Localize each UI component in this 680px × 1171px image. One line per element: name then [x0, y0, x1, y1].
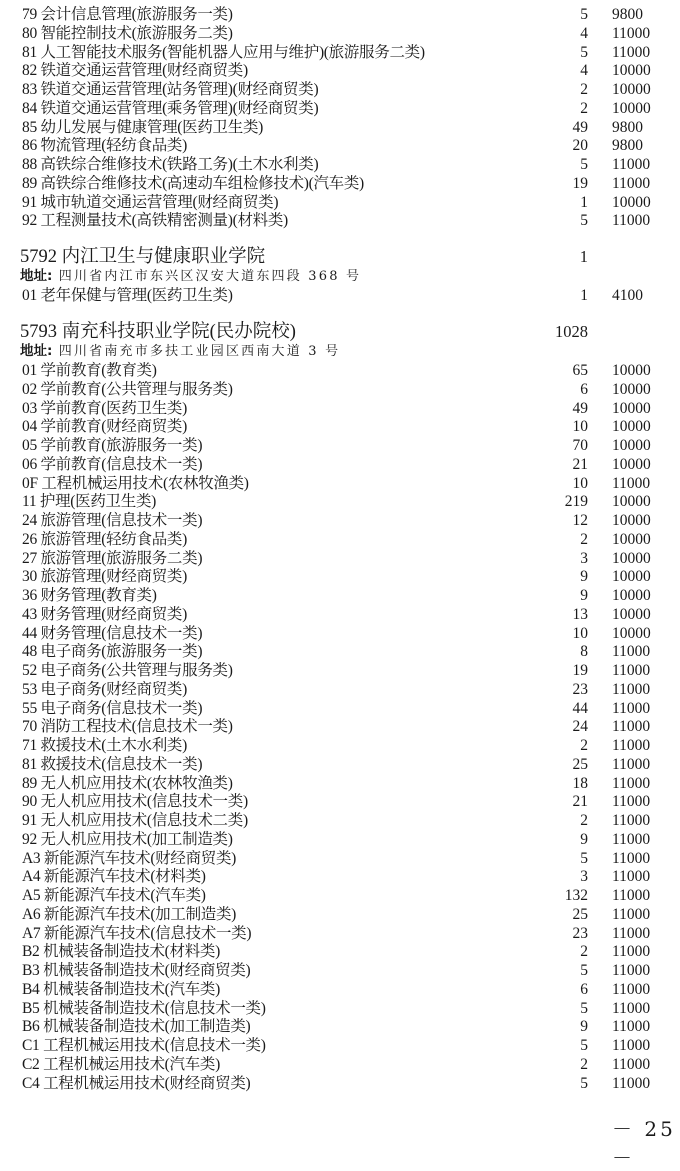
enrollment-count: 19 — [572, 174, 588, 192]
program-name: 86 物流管理(轻纺食品类) — [22, 137, 187, 155]
program-row — [0, 474, 680, 493]
program-name: B6 机械装备制造技术(加工制造类) — [22, 1018, 251, 1036]
enrollment-count: 5 — [580, 6, 588, 23]
program-name: 55 电子商务(信息技术一类) — [22, 699, 203, 717]
tuition-fee: 10000 — [612, 399, 651, 417]
enrollment-count: 25 — [572, 755, 588, 773]
program-row — [0, 605, 680, 624]
program-row — [0, 361, 680, 380]
program-row — [0, 492, 680, 511]
program-row — [0, 736, 680, 755]
tuition-fee: 10000 — [612, 512, 651, 529]
program-row — [0, 624, 680, 643]
enrollment-count: 13 — [572, 605, 588, 623]
program-name: 48 电子商务(旅游服务一类) — [22, 643, 203, 661]
program-name: A6 新能源汽车技术(加工制造类) — [22, 905, 237, 923]
program-name: 36 财务管理(教育类) — [22, 587, 157, 604]
program-row — [0, 155, 680, 174]
program-name: 82 铁道交通运营管理(财经商贸类) — [22, 62, 248, 80]
program-row — [0, 1036, 680, 1055]
enrollment-count: 2 — [580, 1055, 588, 1073]
enrollment-count: 4 — [580, 62, 588, 80]
tuition-fee: 10000 — [612, 530, 651, 548]
tuition-fee: 11000 — [612, 980, 651, 998]
tuition-fee: 11000 — [612, 1055, 651, 1073]
enrollment-count: 5 — [580, 156, 588, 173]
program-row — [0, 1074, 680, 1093]
tuition-fee: 11000 — [612, 830, 651, 848]
program-name: 90 无人机应用技术(信息技术一类) — [22, 793, 248, 811]
school-address — [20, 343, 340, 360]
program-name: 27 旅游管理(旅游服务二类) — [22, 549, 203, 567]
enrollment-count: 219 — [564, 493, 588, 511]
tuition-fee: 11000 — [612, 999, 651, 1017]
enrollment-count: 49 — [572, 118, 588, 136]
enrollment-count: 132 — [564, 887, 588, 904]
enrollment-count: 2 — [580, 812, 588, 829]
tuition-fee: 10000 — [612, 493, 651, 511]
school-header — [0, 321, 680, 343]
enrollment-count: 6 — [580, 380, 588, 398]
program-row — [0, 24, 680, 43]
program-name: 01 学前教育(教育类) — [22, 362, 157, 379]
program-row — [0, 136, 680, 155]
tuition-fee: 4100 — [612, 287, 643, 304]
tuition-fee: 11000 — [612, 849, 651, 867]
tuition-fee: 11000 — [612, 924, 651, 942]
tuition-fee: 11000 — [612, 737, 651, 754]
program-name: 91 城市轨道交通运营管理(财经商贸类) — [22, 193, 279, 211]
program-row — [0, 530, 680, 549]
enrollment-count: 23 — [572, 924, 588, 942]
tuition-fee: 11000 — [612, 156, 651, 173]
program-row — [0, 717, 680, 736]
enrollment-count: 49 — [572, 399, 588, 417]
tuition-fee: 11000 — [612, 699, 651, 717]
enrollment-count: 10 — [572, 624, 588, 642]
program-name: B3 机械装备制造技术(财经商贸类) — [22, 962, 251, 979]
program-row — [0, 980, 680, 999]
tuition-fee: 11000 — [612, 793, 651, 811]
program-name: 03 学前教育(医药卫生类) — [22, 399, 187, 417]
school-title: 5792 内江卫生与健康职业学院 — [20, 247, 266, 267]
tuition-fee: 11000 — [612, 174, 651, 192]
program-row — [0, 174, 680, 193]
enrollment-count: 2 — [580, 99, 588, 117]
program-name: 92 工程测量技术(高铁精密测量)(材料类) — [22, 212, 288, 230]
tuition-fee: 11000 — [612, 774, 651, 792]
program-name: 84 铁道交通运营管理(乘务管理)(财经商贸类) — [22, 99, 319, 117]
program-row — [0, 811, 680, 830]
program-name: 44 财务管理(信息技术一类) — [22, 624, 203, 642]
program-row — [0, 699, 680, 718]
enrollment-count: 2 — [580, 737, 588, 754]
school-title: 5793 南充科技职业学院(民办院校) — [20, 322, 296, 342]
program-name: 91 无人机应用技术(信息技术二类) — [22, 812, 248, 829]
tuition-fee: 10000 — [612, 605, 651, 623]
program-name: 88 高铁综合维修技术(铁路工务)(土木水利类) — [22, 156, 319, 173]
program-row — [0, 586, 680, 605]
program-name: 11 护理(医药卫生类) — [22, 493, 157, 511]
program-row — [0, 399, 680, 418]
enrollment-count: 9 — [580, 830, 588, 848]
program-name: A4 新能源汽车技术(材料类) — [22, 868, 206, 886]
address-text: 四川省内江市东兴区汉安大道东四段 368 号 — [52, 269, 362, 284]
program-name: A7 新能源汽车技术(信息技术一类) — [22, 924, 252, 942]
program-row — [0, 286, 680, 305]
enrollment-count: 5 — [580, 212, 588, 230]
enrollment-count: 10 — [572, 418, 588, 436]
tuition-fee: 11000 — [612, 474, 651, 492]
enrollment-count: 2 — [580, 530, 588, 548]
program-name: B4 机械装备制造技术(汽车类) — [22, 980, 220, 998]
tuition-fee: 11000 — [612, 962, 651, 979]
program-name: C2 工程机械运用技术(汽车类) — [22, 1055, 220, 1073]
program-row — [0, 905, 680, 924]
tuition-fee: 11000 — [612, 1074, 651, 1092]
tuition-fee: 10000 — [612, 81, 651, 98]
program-name: 92 无人机应用技术(加工制造类) — [22, 830, 233, 848]
program-name: 83 铁道交通运营管理(站务管理)(财经商贸类) — [22, 81, 319, 98]
address-label: 地址: — [20, 343, 53, 359]
tuition-fee: 9800 — [612, 118, 643, 136]
program-name: 52 电子商务(公共管理与服务类) — [22, 662, 233, 679]
program-name: 81 人工智能技术服务(智能机器人应用与维护)(旅游服务二类) — [22, 43, 425, 61]
program-row — [0, 455, 680, 474]
program-row — [0, 830, 680, 849]
tuition-fee: 10000 — [612, 362, 651, 379]
program-row — [0, 774, 680, 793]
program-row — [0, 661, 680, 680]
program-name: 81 救援技术(信息技术一类) — [22, 755, 203, 773]
enrollment-count: 9 — [580, 568, 588, 586]
program-name: B5 机械装备制造技术(信息技术一类) — [22, 999, 266, 1017]
program-row — [0, 942, 680, 961]
program-row — [0, 886, 680, 905]
program-name: 06 学前教育(信息技术一类) — [22, 455, 203, 473]
enrollment-count: 21 — [572, 793, 588, 811]
program-name: 89 无人机应用技术(农林牧渔类) — [22, 774, 233, 792]
enrollment-count: 5 — [580, 43, 588, 61]
tuition-fee: 10000 — [612, 624, 651, 642]
program-name: C1 工程机械运用技术(信息技术一类) — [22, 1037, 266, 1054]
tuition-fee: 10000 — [612, 455, 651, 473]
enrollment-count: 6 — [580, 980, 588, 998]
program-row — [0, 924, 680, 943]
tuition-fee: 11000 — [612, 643, 651, 661]
tuition-fee: 11000 — [612, 1018, 651, 1036]
enrollment-count: 9 — [580, 1018, 588, 1036]
tuition-fee: 11000 — [612, 212, 651, 230]
program-row — [0, 118, 680, 137]
enrollment-count: 5 — [580, 849, 588, 867]
enrollment-count: 10 — [572, 474, 588, 492]
program-row — [0, 642, 680, 661]
program-name: 05 学前教育(旅游服务一类) — [22, 437, 203, 454]
program-name: B2 机械装备制造技术(材料类) — [22, 943, 220, 961]
tuition-fee: 11000 — [612, 943, 651, 961]
program-row — [0, 549, 680, 568]
program-row — [0, 436, 680, 455]
tuition-fee: 10000 — [612, 99, 651, 117]
program-row — [0, 193, 680, 212]
program-row — [0, 43, 680, 62]
program-row — [0, 867, 680, 886]
program-row — [0, 61, 680, 80]
tuition-fee: 11000 — [612, 24, 651, 42]
tuition-fee: 11000 — [612, 43, 651, 61]
program-name: 85 幼儿发展与健康管理(医药卫生类) — [22, 118, 263, 136]
tuition-fee: 9800 — [612, 137, 643, 155]
address-label: 地址: — [20, 268, 53, 284]
school-total-count: 1028 — [555, 322, 588, 341]
enrollment-count: 5 — [580, 962, 588, 979]
tuition-fee: 11000 — [612, 755, 651, 773]
enrollment-count: 1 — [580, 287, 588, 304]
address-text: 四川省南充市多扶工业园区西南大道 3 号 — [52, 344, 341, 359]
school-address — [20, 268, 361, 285]
program-row — [0, 211, 680, 230]
program-name: 0F 工程机械运用技术(农林牧渔类) — [22, 474, 249, 492]
page-number: － 25 － — [612, 1117, 676, 1170]
tuition-fee: 11000 — [612, 1037, 651, 1054]
enrollment-count: 5 — [580, 1074, 588, 1092]
program-row — [0, 5, 680, 24]
program-name: 79 会计信息管理(旅游服务一类) — [22, 6, 233, 23]
program-name: 01 老年保健与管理(医药卫生类) — [22, 287, 233, 304]
tuition-fee: 10000 — [612, 568, 651, 586]
enrollment-count: 19 — [572, 662, 588, 679]
program-row — [0, 417, 680, 436]
program-name: 80 智能控制技术(旅游服务二类) — [22, 24, 233, 42]
tuition-fee: 10000 — [612, 437, 651, 454]
program-name: 30 旅游管理(财经商贸类) — [22, 568, 187, 586]
program-name: 70 消防工程技术(信息技术一类) — [22, 718, 233, 736]
tuition-fee: 11000 — [612, 718, 651, 736]
enrollment-count: 20 — [572, 137, 588, 155]
tuition-fee: 11000 — [612, 662, 651, 679]
enrollment-count: 18 — [572, 774, 588, 792]
enrollment-count: 44 — [572, 699, 588, 717]
program-name: 02 学前教育(公共管理与服务类) — [22, 380, 233, 398]
program-name: 24 旅游管理(信息技术一类) — [22, 512, 203, 529]
program-row — [0, 99, 680, 118]
enrollment-count: 21 — [572, 455, 588, 473]
program-row — [0, 849, 680, 868]
tuition-fee: 11000 — [612, 868, 651, 886]
program-row — [0, 792, 680, 811]
tuition-fee: 10000 — [612, 549, 651, 567]
enrollment-count: 5 — [580, 1037, 588, 1054]
program-name: 53 电子商务(财经商贸类) — [22, 680, 187, 698]
enrollment-count: 23 — [572, 680, 588, 698]
school-total-count: 1 — [579, 247, 588, 266]
program-row — [0, 755, 680, 774]
tuition-fee: 11000 — [612, 887, 651, 904]
enrollment-count: 70 — [572, 437, 588, 454]
enrollment-count: 2 — [580, 943, 588, 961]
program-row — [0, 999, 680, 1018]
tuition-fee: 10000 — [612, 587, 651, 604]
program-row — [0, 511, 680, 530]
program-name: C4 工程机械运用技术(财经商贸类) — [22, 1074, 251, 1092]
enrollment-count: 8 — [580, 643, 588, 661]
program-row — [0, 1055, 680, 1074]
enrollment-count: 12 — [572, 512, 588, 529]
program-name: 26 旅游管理(轻纺食品类) — [22, 530, 187, 548]
program-name: 43 财务管理(财经商贸类) — [22, 605, 187, 623]
tuition-fee: 10000 — [612, 62, 651, 80]
enrollment-count: 3 — [580, 549, 588, 567]
program-row — [0, 1017, 680, 1036]
program-name: 89 高铁综合维修技术(高速动车组检修技术)(汽车类) — [22, 174, 364, 192]
program-name: A3 新能源汽车技术(财经商贸类) — [22, 849, 237, 867]
enrollment-count: 4 — [580, 24, 588, 42]
enrollment-count: 3 — [580, 868, 588, 886]
tuition-fee: 10000 — [612, 380, 651, 398]
enrollment-count: 5 — [580, 999, 588, 1017]
enrollment-count: 65 — [572, 362, 588, 379]
enrollment-count: 24 — [572, 718, 588, 736]
program-name: 71 救援技术(土木水利类) — [22, 737, 187, 754]
enrollment-count: 2 — [580, 81, 588, 98]
program-name: A5 新能源汽车技术(汽车类) — [22, 887, 206, 904]
program-row — [0, 961, 680, 980]
tuition-fee: 11000 — [612, 680, 651, 698]
program-row — [0, 680, 680, 699]
school-header — [0, 246, 680, 268]
tuition-fee: 10000 — [612, 418, 651, 436]
enrollment-count: 9 — [580, 587, 588, 604]
program-row — [0, 567, 680, 586]
program-row — [0, 380, 680, 399]
tuition-fee: 10000 — [612, 193, 651, 211]
tuition-fee: 11000 — [612, 905, 651, 923]
program-name: 04 学前教育(财经商贸类) — [22, 418, 187, 436]
program-row — [0, 80, 680, 99]
enrollment-count: 1 — [580, 193, 588, 211]
tuition-fee: 11000 — [612, 812, 651, 829]
enrollment-count: 25 — [572, 905, 588, 923]
tuition-fee: 9800 — [612, 6, 643, 23]
